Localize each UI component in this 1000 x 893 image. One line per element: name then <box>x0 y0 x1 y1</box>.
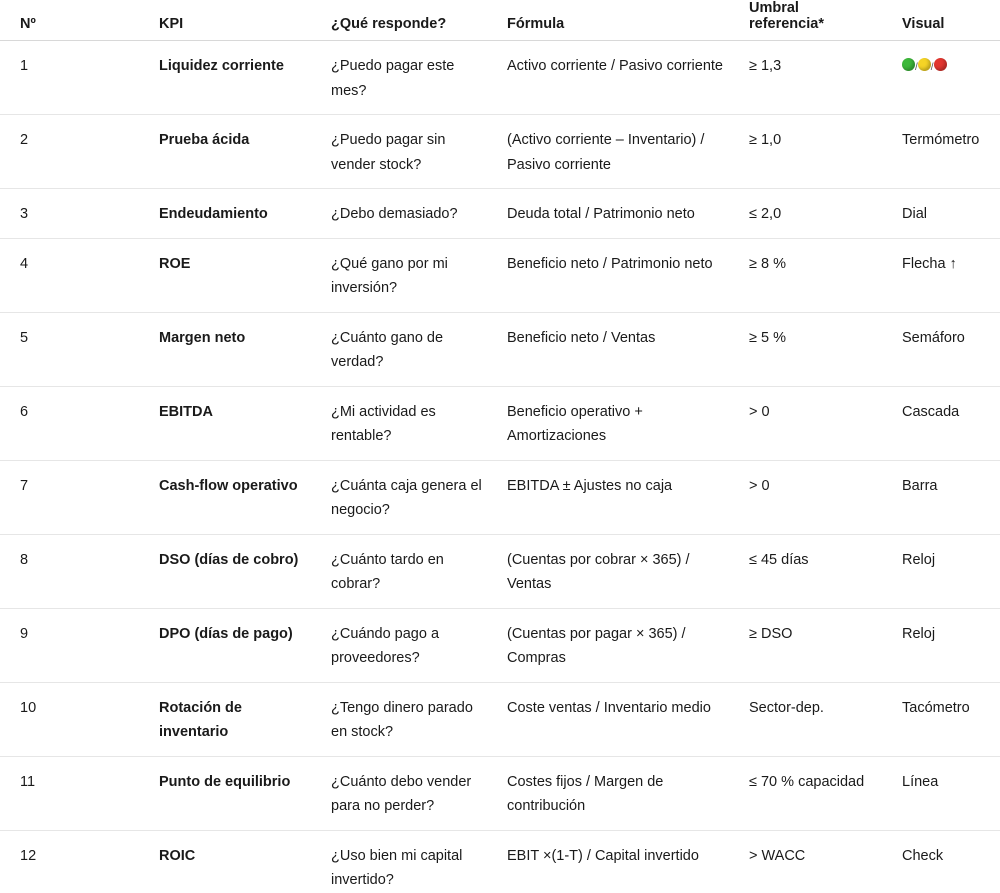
cell-formula: Beneficio neto / Patrimonio neto <box>487 238 729 312</box>
cell-visual: Línea <box>882 756 1000 830</box>
cell-formula: (Cuentas por pagar × 365) / Compras <box>487 608 729 682</box>
cell-visual: Termómetro <box>882 115 1000 189</box>
table-row <box>0 115 1000 189</box>
table-row <box>0 41 1000 115</box>
cell-formula: Beneficio neto / Ventas <box>487 312 729 386</box>
table-row <box>0 682 1000 756</box>
cell-visual: Barra <box>882 460 1000 534</box>
cell-threshold: ≤ 2,0 <box>729 189 882 239</box>
header-threshold <box>729 0 882 41</box>
cell-num: 10 <box>0 682 139 756</box>
cell-kpi: Punto de equilibrio <box>139 756 311 830</box>
cell-question: ¿Puedo pagar sin vender stock? <box>311 115 487 189</box>
cell-question: ¿Debo demasiado? <box>311 189 487 239</box>
cell-num: 4 <box>0 238 139 312</box>
cell-threshold: Sector-dep. <box>729 682 882 756</box>
header-threshold-line1: Umbral <box>749 0 799 16</box>
cell-visual: Tacómetro <box>882 682 1000 756</box>
cell-num: 11 <box>0 756 139 830</box>
table-row <box>0 189 1000 239</box>
cell-visual: Semáforo <box>882 312 1000 386</box>
separator: / <box>930 62 934 73</box>
table-row <box>0 238 1000 312</box>
cell-formula: EBIT ×(1-T) / Capital invertido <box>507 847 699 864</box>
cell-kpi: DPO (días de pago) <box>139 608 311 682</box>
cell-kpi: Prueba ácida <box>139 115 311 189</box>
cell-num: 2 <box>0 115 139 189</box>
header-kpi: KPI <box>139 0 311 41</box>
cell-threshold: > WACC <box>749 847 806 864</box>
header-visual: Visual <box>882 0 1000 41</box>
cell-kpi: Rotación de inventario <box>139 682 311 756</box>
cell-threshold: ≥ 8 % <box>729 238 882 312</box>
cell-threshold: ≥ 1,0 <box>729 115 882 189</box>
table-header <box>0 0 1000 41</box>
separator: / <box>915 62 918 73</box>
cell-kpi: ROE <box>139 238 311 312</box>
cell-threshold: ≥ 5 % <box>729 312 882 386</box>
cell-visual: Check <box>902 847 944 864</box>
header-question: ¿Qué responde? <box>311 0 487 41</box>
cell-num: 1 <box>0 41 139 115</box>
table-body <box>0 41 1000 893</box>
cell-kpi: Margen neto <box>139 312 311 386</box>
header-threshold-line2: referencia* <box>749 16 824 32</box>
cell-formula: Beneficio operativo + Amortizaciones <box>487 386 729 460</box>
header-row <box>0 0 1000 41</box>
table-row <box>0 534 1000 608</box>
cell-num: 6 <box>0 386 139 460</box>
cell-visual: Dial <box>882 189 1000 239</box>
cell-kpi: Endeudamiento <box>139 189 311 239</box>
cell-num: 7 <box>0 460 139 534</box>
table-row <box>0 312 1000 386</box>
cell-visual: Reloj <box>882 534 1000 608</box>
cell-kpi: DSO (días de cobro) <box>139 534 311 608</box>
cell-num: 5 <box>0 312 139 386</box>
cell-threshold: ≥ DSO <box>729 608 882 682</box>
red-circle-icon <box>934 58 947 71</box>
cell-question: ¿Tengo dinero parado en stock? <box>311 682 487 756</box>
green-circle-icon <box>902 58 915 71</box>
header-formula: Fórmula <box>487 0 729 41</box>
cell-threshold: > 0 <box>729 460 882 534</box>
table-row <box>0 830 1000 893</box>
cell-kpi: ROIC <box>159 847 196 864</box>
cell-formula: (Activo corriente – Inventario) / Pasivo corriente <box>487 115 729 189</box>
cell-question: ¿Cuándo pago a proveedores? <box>311 608 487 682</box>
cell-question: ¿Puedo pagar este mes? <box>311 41 487 115</box>
cell-formula: Coste ventas / Inventario medio <box>487 682 729 756</box>
cell-formula: Deuda total / Patrimonio neto <box>487 189 729 239</box>
yellow-circle-icon <box>918 58 931 71</box>
cell-question: ¿Cuánto gano de verdad? <box>311 312 487 386</box>
table-row <box>0 756 1000 830</box>
cell-question: ¿Cuánto debo vender para no perder? <box>311 756 487 830</box>
cell-threshold: > 0 <box>729 386 882 460</box>
cell-formula: EBITDA ± Ajustes no caja <box>487 460 729 534</box>
cell-question: ¿Uso bien mi capital invertido? <box>331 847 463 888</box>
table-row <box>0 608 1000 682</box>
cell-threshold: ≤ 70 % capacidad <box>729 756 882 830</box>
cell-question: ¿Qué gano por mi inversión? <box>311 238 487 312</box>
cell-formula: Activo corriente / Pasivo corriente <box>487 41 729 115</box>
cell-formula: (Cuentas por cobrar × 365) / Ventas <box>487 534 729 608</box>
header-num: Nº <box>0 0 139 41</box>
table-row <box>0 460 1000 534</box>
cell-question: ¿Mi actividad es rentable? <box>311 386 487 460</box>
cell-threshold: ≤ 45 días <box>729 534 882 608</box>
table-row <box>0 386 1000 460</box>
cell-formula: Costes fijos / Margen de contribución <box>487 756 729 830</box>
cell-question: ¿Cuánta caja genera el negocio? <box>311 460 487 534</box>
cell-visual: Cascada <box>882 386 1000 460</box>
cell-visual: Flecha ↑ <box>882 238 1000 312</box>
cell-kpi: EBITDA <box>139 386 311 460</box>
cell-visual: Reloj <box>882 608 1000 682</box>
cell-visual <box>882 41 1000 115</box>
cell-num: 8 <box>0 534 139 608</box>
cell-threshold: ≥ 1,3 <box>729 41 882 115</box>
cell-num: 3 <box>0 189 139 239</box>
cell-question: ¿Cuánto tardo en cobrar? <box>311 534 487 608</box>
cell-kpi: Liquidez corriente <box>139 41 311 115</box>
cell-kpi: Cash-flow operativo <box>139 460 311 534</box>
cell-num: 9 <box>0 608 139 682</box>
cell-num: 12 <box>20 847 37 864</box>
